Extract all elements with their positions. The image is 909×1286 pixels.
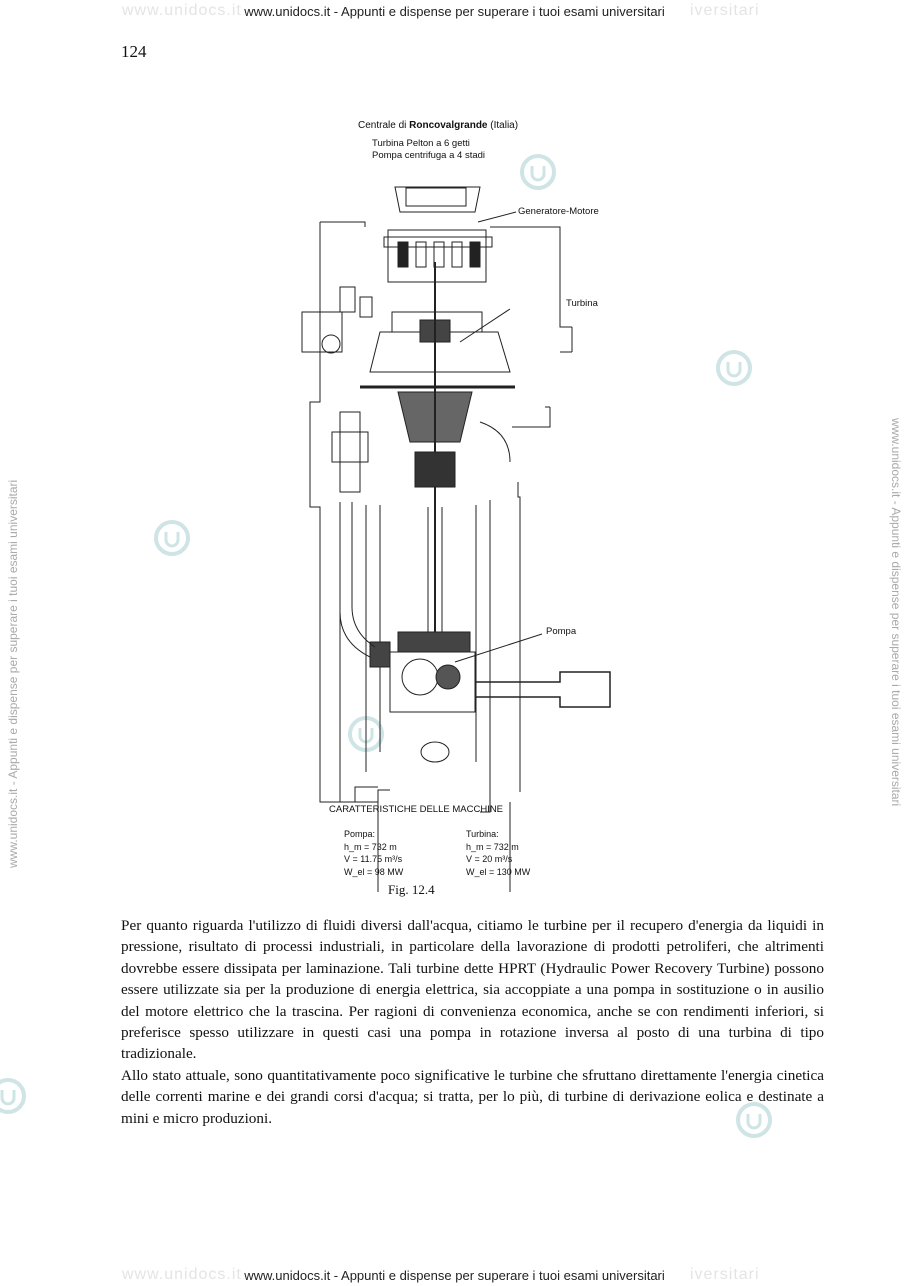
- pump-spec-flow: V = 11.75 m³/s: [344, 854, 403, 864]
- turbine-spec-flow: V = 20 m³/s: [466, 854, 513, 864]
- turbine-spec-power: W_el = 130 MW: [466, 866, 531, 877]
- paragraph: Per quanto riguarda l'utilizzo di fluidi diversi dall'acqua, citiamo le turbine per il recupero d'energia da liquidi in pressione, risultato di processi industriali, in particolare della lavorazione di prodotti petroliferi, che altrimenti dovrebbe essere dissipata per laminazione. Tali turbine dette HPRT (Hydraulic Power Recovery Turbine) possono essere utilizzate sia per la produzione di energia elettrica, sia accoppiate a una pompa in sostituzione o in ausilio del motore elettrico che la trascina. Per ragioni di convenienza economica, anche se con rendimenti inferiori, si preferisce spesso utilizzare in questi casi una pompa in rotazione inversa al posto di una turbina di tipo tradizionale.: [121, 917, 824, 1063]
- header-watermark[interactable]: www.unidocs.it - Appunti e dispense per superare i tuoi esami universitari: [244, 4, 665, 19]
- figure-subtitle-1: Turbina Pelton a 6 getti: [372, 138, 470, 149]
- faint-watermark-left: www.unidocs.it: [122, 2, 242, 19]
- figure-title: Centrale di Roncovalgrande (Italia): [358, 120, 519, 131]
- body-text: [121, 915, 824, 1129]
- faint-watermark-left-bottom: www.unidocs.it: [122, 1266, 242, 1283]
- side-watermark-right: www.unidocs.it - Appunti e dispense per superare i tuoi esami universitari: [889, 418, 903, 807]
- turbine-spec-heading: Turbina:: [466, 829, 499, 839]
- generator-label: Generatore-Motore: [518, 206, 599, 217]
- pump-label: Pompa: [546, 626, 577, 637]
- unidocs-logo-icon: [152, 518, 192, 558]
- specs-title: CARATTERISTICHE DELLE MACCHINE: [329, 804, 504, 815]
- turbine-specs: [466, 828, 530, 878]
- figure-caption: Fig. 12.4: [388, 882, 435, 897]
- unidocs-logo-icon: [714, 348, 754, 388]
- paragraph: Allo stato attuale, sono quantitativamente poco significative le turbine che sfruttano direttamente l'energia cinetica delle correnti marine e dei grandi corsi d'acqua; si tratta, per lo più, di turbine di derivazione eolica e destinate a mini e micro produzioni.: [121, 1066, 824, 1127]
- pump-spec-head: h_m = 732 m: [344, 841, 397, 852]
- turbine-label: Turbina: [566, 298, 598, 309]
- pump-spec-heading: Pompa:: [344, 829, 376, 839]
- pump-spec-power: W_el = 98 MW: [344, 866, 404, 877]
- unidocs-logo-icon: [0, 1076, 28, 1116]
- pump-specs: [344, 828, 403, 878]
- faint-watermark-right-bottom: iversitari: [690, 1266, 760, 1283]
- turbine-spec-head: h_m = 732 m: [466, 841, 519, 852]
- footer-watermark[interactable]: www.unidocs.it - Appunti e dispense per superare i tuoi esami universitari: [244, 1268, 665, 1283]
- figure-subtitle-2: Pompa centrifuga a 4 stadi: [372, 150, 486, 161]
- faint-watermark-right: iversitari: [690, 2, 760, 19]
- side-watermark-left: www.unidocs.it - Appunti e dispense per superare i tuoi esami universitari: [6, 479, 20, 868]
- hydro-plant-diagram: [280, 112, 620, 902]
- page-number: 124: [121, 42, 147, 61]
